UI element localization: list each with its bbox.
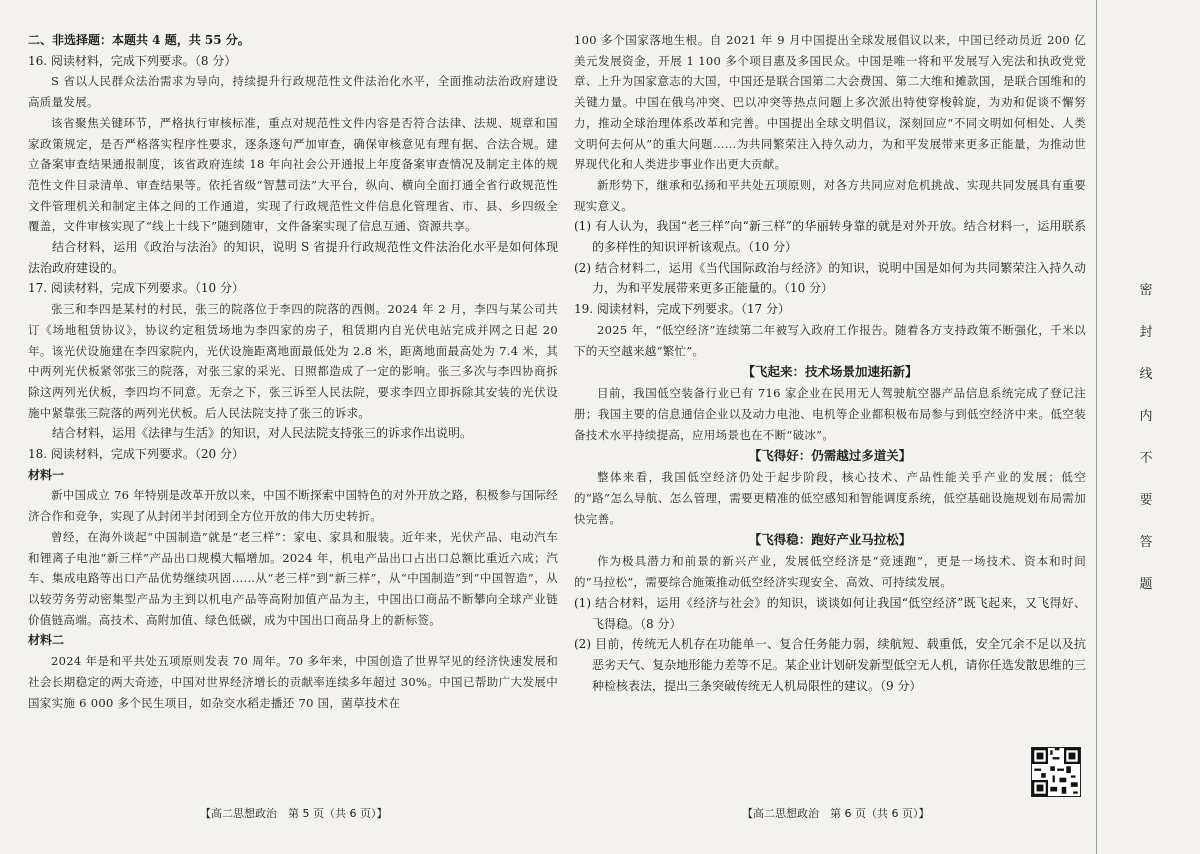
binding-char: 要 <box>1139 493 1153 508</box>
material-1-para-2: 曾经，在海外谈起“中国制造”就是“老三样”：家电、家具和服装。近年来，光伏产品、电动汽车和锂离子电池“新三样”产品出口规模大幅增加。2024 年，机电产品出口占出口总额比重近六成；汽车、集成电路等出口产品优势继续巩固……从“老三样”到“新三样”，从“中国制造”到“中国智造”，从以较劳务劳动密集型产品为主到以机电产品等高附加值产品为主，中国出口商品不断攀向全球产业链价值链高端。高技术、高附加值、绿色低碳，成为中国出口商品身上的新标签。 <box>28 529 558 627</box>
binding-char: 内 <box>1139 409 1153 424</box>
section-heading: 二、非选择题：本题共 4 题，共 55 分。 <box>28 33 250 47</box>
binding-char: 题 <box>1139 577 1153 592</box>
q19-prompt: 19. 阅读材料，完成下列要求。（17 分） <box>574 302 790 317</box>
material-1-para-1: 新中国成立 76 年特别是改革开放以来，中国不断探索中国特色的对外开放之路，积极参与国际经济合作和竞争，实现了从封闭半封闭到全方位开放的伟大历史转折。 <box>28 488 558 524</box>
q19-heading-3: 【飞得稳：跑好产业马拉松】 <box>748 532 912 548</box>
q19-heading-3-text: 作为极具潜力和前景的新兴产业，发展低空经济是“竞速跑”，更是一场技术、资本和时间的“马拉松”，需要综合施策推动低空经济实现安全、高效、可持续发展。 <box>574 554 1086 590</box>
material-2-continued: 100 多个国家落地生根。自 2021 年 9 月中国提出全球发展倡议以来，中国已经动员近 200 亿美元发展资金，开展 1 100 多个项目惠及多国民众。中国是唯一将和平发展写入宪法和执政党党章、上升为国家意志的大国，中国还是联合国第二大会费国、第二大维和摊款国，是联合国维和的关键力量。中国在俄乌冲突、巴以冲突等热点问题上多次派出特使穿梭斡旋，为劝和促谈不懈努力，推动全球治理体系改革和完善。中国提出全球文明倡议，深刻回应“不同文明如何相处、人类文明何去何从”的重大问题……为共同繁荣注入持久动力，为和平发展带来更多正能量，为推动世界现代化和人类进步事业作出更大贡献。 <box>574 33 1086 172</box>
q19-subquestion-2: (2) 目前，传统无人机存在功能单一、复合任务能力弱，续航短、载重低，安全冗余不足以及抗恶劣天气、复杂地形能力差等不足。某企业计划研发新型低空无人机，请你任选发散思维的三种检核表法，提出三条突破传统无人机局限性的建议。（9 分） <box>574 637 1086 693</box>
binding-notice <box>1135 282 1157 618</box>
q17-task: 结合材料，运用《法律与生活》的知识，对人民法院支持张三的诉求作出说明。 <box>52 426 473 441</box>
q19-heading-2-text: 整体来看，我国低空经济仍处于起步阶段，核心技术、产品性能关乎产业的发展；低空的“路”怎么导航、怎么管理，需要更精准的低空感知和智能调度系统，低空基础设施规划布局需加快完善。 <box>574 470 1086 526</box>
page-5-footer: 【高二思想政治 第 5 页（共 6 页）】 <box>200 807 388 820</box>
material-2-conclusion: 新形势下，继承和弘扬和平共处五项原则，对各方共同应对危机挑战、实现共同发展具有重要现实意义。 <box>574 177 1086 213</box>
q19-heading-1: 【飞起来：技术场景加速拓新】 <box>742 364 918 380</box>
binding-char: 封 <box>1139 325 1153 340</box>
binding-char: 密 <box>1139 283 1153 298</box>
q19-heading-1-text: 目前，我国低空装备行业已有 716 家企业在民用无人驾驶航空器产品信息系统完成了登记注册；我国主要的信息通信企业以及动力电池、电机等企业都积极布局参与到低空经济中来。低空装备技术水平持续提高，应用场景也在不断“破冰”。 <box>574 386 1086 442</box>
q17-para-1: 张三和李四是某村的村民，张三的院落位于李四的院落的西侧。2024 年 2 月，李四与某公司共订《场地租赁协议》，协议约定租赁场地为李四家的房子，租赁期内自光伏电站完成并网之日起 20 年。该光伏设施建在李四家院内，光伏设施距离地面最低处为 2.8 米，距离地面最高处为 7.4 米，其中两列光伏板紧邻张三的院落，对张三家的采光、日照都造成了一定的影响。张三多次与李四协商拆除这两列光伏板，李四均不同意。无奈之下，张三诉至人民法院，要求李四立即拆除其安装的光伏设施中紧靠张三院落的两列光伏板。后人民法院支持了张三的诉求。 <box>28 302 558 420</box>
page-6-column <box>574 30 1086 696</box>
binding-margin <box>1096 0 1200 854</box>
q17-prompt: 17. 阅读材料，完成下列要求。（10 分） <box>28 281 244 296</box>
binding-char: 不 <box>1139 451 1153 466</box>
q16-para-2: 该省聚焦关键环节，严格执行审核标准，重点对规范性文件内容是否符合法律、法规、规章和国家政策规定，是否严格落实程序性要求，逐条逐句严加审查，确保审核意见有理有据、合法合规。建立备案审查结果通报制度，该省政府连续 18 年向社会公开通报上年度备案审查情况及制定主体的规范性文件目录清单、审查结果等。依托省级“智慧司法”大平台，纵向、横向全面打通全省行政规范性文件管理机关和制定主体之间的工作通道，实现了行政规范性文件信息化管理省、市、县、乡四级全覆盖，文件审核实现了“线上十线下”随到随审，文件备案实现了信息互通、资源共享。 <box>28 115 558 234</box>
q19-intro: 2025 年，“低空经济”连续第二年被写入政府工作报告。随着各方支持政策不断强化，千米以下的天空越来越“繁忙”。 <box>574 322 1086 358</box>
q19-subquestion-1: (1) 结合材料，运用《经济与社会》的知识，谈谈如何让我国“低空经济”既飞起来，又飞得好、飞得稳。（8 分） <box>574 595 1086 631</box>
q16-prompt: 16. 阅读材料，完成下列要求。（8 分） <box>28 53 237 68</box>
q18-subquestion-2: (2) 结合材料二，运用《当代国际政治与经济》的知识，说明中国是如何为共同繁荣注入持久动力，为和平发展带来更多正能量的。（10 分） <box>574 260 1086 296</box>
material-1-title: 材料一 <box>28 467 65 482</box>
q16-para-1: S 省以人民群众法治需求为导向，持续提升行政规范性文件法治化水平，全面推动法治政府建设高质量发展。 <box>28 74 558 110</box>
material-2-para-1: 2024 年是和平共处五项原则发表 70 周年。70 多年来，中国创造了世界罕见的经济快速发展和社会长期稳定的两大奇迹，中国对世界经济增长的贡献率连续多年超过 30%。中国已帮助广大发展中国家实施 6 000 多个民生项目，如杂交水稻走播还 70 国，菌草技术在 <box>28 654 558 710</box>
q18-subquestion-1: (1) 有人认为，我国“老三样”向“新三样”的华丽转身靠的就是对外开放。结合材料一，运用联系的多样性的知识评析该观点。（10 分） <box>574 219 1086 255</box>
page-6-footer: 【高二思想政治 第 6 页（共 6 页）】 <box>742 807 930 820</box>
qr-code-icon <box>1031 747 1081 797</box>
material-2-title: 材料二 <box>28 633 65 648</box>
q16-task: 结合材料，运用《政治与法治》的知识，说明 S 省提升行政规范性文件法治化水平是如何体现法治政府建设的。 <box>28 240 558 275</box>
binding-char: 答 <box>1139 535 1153 550</box>
page-5-column <box>28 30 558 713</box>
q19-heading-2: 【飞得好：仍需越过多道关】 <box>748 448 912 464</box>
binding-char: 线 <box>1139 367 1153 382</box>
q18-prompt: 18. 阅读材料，完成下列要求。（20 分） <box>28 447 244 462</box>
